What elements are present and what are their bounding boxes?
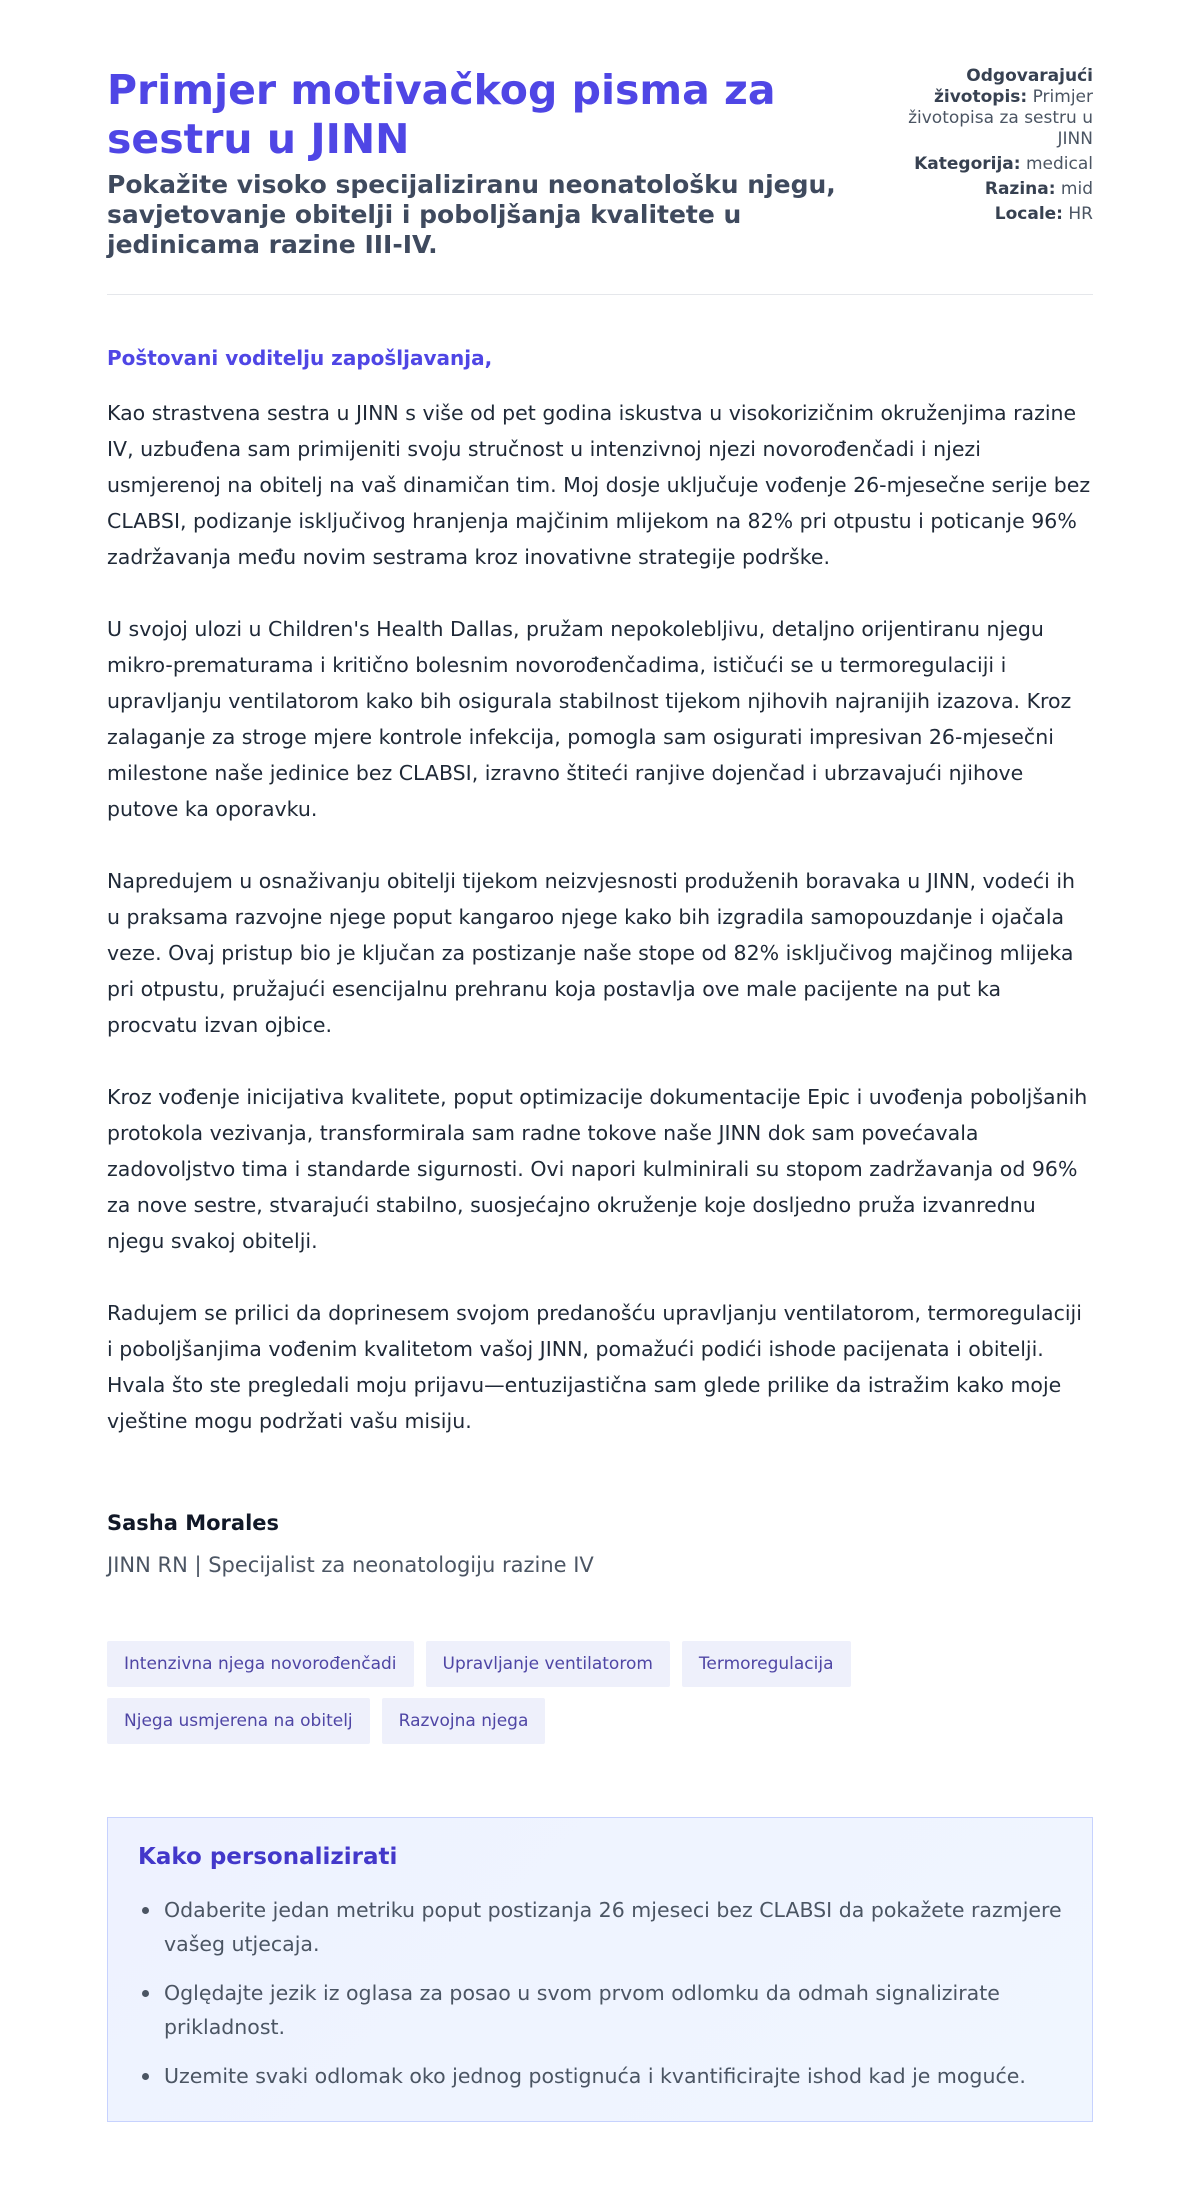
tips-title: Kako personalizirati bbox=[138, 1844, 398, 1870]
meta-resume-label: Odgovarajući životopis: bbox=[933, 66, 1093, 107]
meta-category bbox=[893, 154, 1093, 175]
letter-greeting: Poštovani voditelju zapošljavanja, bbox=[107, 346, 493, 370]
cover-letter bbox=[107, 345, 1093, 1579]
meta-level-value: mid bbox=[1060, 179, 1093, 199]
skill-tag: Termoregulacija bbox=[682, 1641, 851, 1687]
meta-category-value: medical bbox=[1025, 154, 1093, 174]
meta-level-label: Razina: bbox=[984, 179, 1056, 199]
meta-resume-value: Primjer životopisa za sestru u JINN bbox=[908, 87, 1093, 149]
page-title: Primjer motivačkog pisma za sestru u JINN bbox=[107, 66, 776, 163]
skill-tag: Njega usmjerena na obitelj bbox=[107, 1698, 370, 1744]
meta-resume bbox=[893, 66, 1093, 150]
letter-paragraph: Kroz vođenje inicijativa kvalitete, poput optimizacije dokumentacije Epic i uvođenja poboljšanih protokola vezivanja, transformirala sam radne tokove naše JINN dok sam povećavala zadovoljstvo tima i standarde sigurnosti. Ovi napori kulminirali su stopom zadržavanja od 96% za nove sestre, stvarajući stabilno, suosjećajno okruženje koje dosljedno pruža izvanrednu njegu svakoj obitelji. bbox=[107, 1085, 1088, 1253]
meta-level bbox=[893, 179, 1093, 200]
signature bbox=[107, 1509, 1093, 1579]
skill-tag: Upravljanje ventilatorom bbox=[426, 1641, 670, 1687]
letter-body bbox=[107, 395, 1093, 1439]
header-titles bbox=[107, 66, 847, 260]
letter-paragraph: Radujem se prilici da doprinesem svojom predanošću upravljanju ventilatorom, termoregulaciji i poboljšanjima vođenim kvalitetom vašoj JINN, pomažući podići ishode pacijenata i obitelji. Hvala što ste pregledali moju prijavu—entuzijastična sam glede prilike da istražim kako moje vještine mogu podržati vašu misiju. bbox=[107, 1301, 1082, 1433]
header bbox=[107, 66, 1093, 295]
page-subtitle: Pokažite visoko specijaliziranu neonatološku njegu, savjetovanje obitelji i poboljšanja kvalitete u jedinicama razine III-IV. bbox=[107, 170, 836, 259]
tips-list bbox=[138, 1893, 1062, 2093]
signature-name: Sasha Morales bbox=[107, 1511, 280, 1535]
personalization-tips bbox=[107, 1817, 1093, 2122]
letter-paragraph: Napredujem u osnaživanju obitelji tijekom neizvjesnosti produženih boravaka u JINN, vodeći ih u praksama razvojne njege poput kangaroo njege kako bih izgradila samopouzdanje i ojačala veze. Ovaj pristup bio je ključan za postizanje naše stope od 82% isključivog majčinog mlijeka pri otpustu, pružajući esencijalnu prehranu koja postavlja ove male pacijente na put ka procvatu izvan ojbice. bbox=[107, 869, 1076, 1037]
tip-item: Uzemite svaki odlomak oko jednog postignuća i kvantificirajte ishod kad je moguće. bbox=[164, 2059, 1062, 2093]
meta-locale bbox=[893, 204, 1093, 225]
skill-tag: Razvojna njega bbox=[382, 1698, 546, 1744]
skill-tag: Intenzivna njega novorođenčadi bbox=[107, 1641, 414, 1687]
letter-paragraph: Kao strastvena sestra u JINN s više od pet godina iskustva u visokorizičnim okruženjima razine IV, uzbuđena sam primijeniti svoju stručnost u intenzivnoj njezi novorođenčadi i njezi usmjerenoj na obitelj na vaš dinamičan tim. Moj dosje uključuje vođenje 26-mjesečne serije bez CLABSI, podizanje isključivog hranjenja majčinim mlijekom na 82% pri otpustu i poticanje 96% zadržavanja među novim sestrama kroz inovativne strategije podrške. bbox=[107, 401, 1091, 569]
meta-locale-label: Locale: bbox=[994, 204, 1063, 224]
skill-tags bbox=[107, 1641, 897, 1744]
meta-category-label: Kategorija: bbox=[914, 154, 1021, 174]
tip-item: Odaberite jedan metriku poput postizanja 26 mjeseci bez CLABSI da pokažete razmjere vašeg utjecaja. bbox=[164, 1893, 1062, 1961]
letter-paragraph: U svojoj ulozi u Children's Health Dallas, pružam nepokolebljivu, detaljno orijentiranu njegu mikro-prematurama i kritično bolesnim novorođenčadima, ističući se u termoregulaciji i upravljanju ventilatorom kako bih osigurala stabilnost tijekom njihovih najranijih izazova. Kroz zalaganje za stroge mjere kontrole infekcija, pomogla sam osigurati impresivan 26-mjesečni milestone naše jedinice bez CLABSI, izravno štiteći ranjive dojenčad i ubrzavajući njihove putove ka oporavku. bbox=[107, 617, 1072, 821]
tip-item: Oględajte jezik iz oglasa za posao u svom prvom odlomku da odmah signalizirate prikladnost. bbox=[164, 1976, 1062, 2044]
meta-info bbox=[893, 66, 1093, 229]
signature-title: JINN RN | Specijalist za neonatologiju razine IV bbox=[107, 1553, 594, 1577]
meta-locale-value: HR bbox=[1068, 204, 1093, 224]
